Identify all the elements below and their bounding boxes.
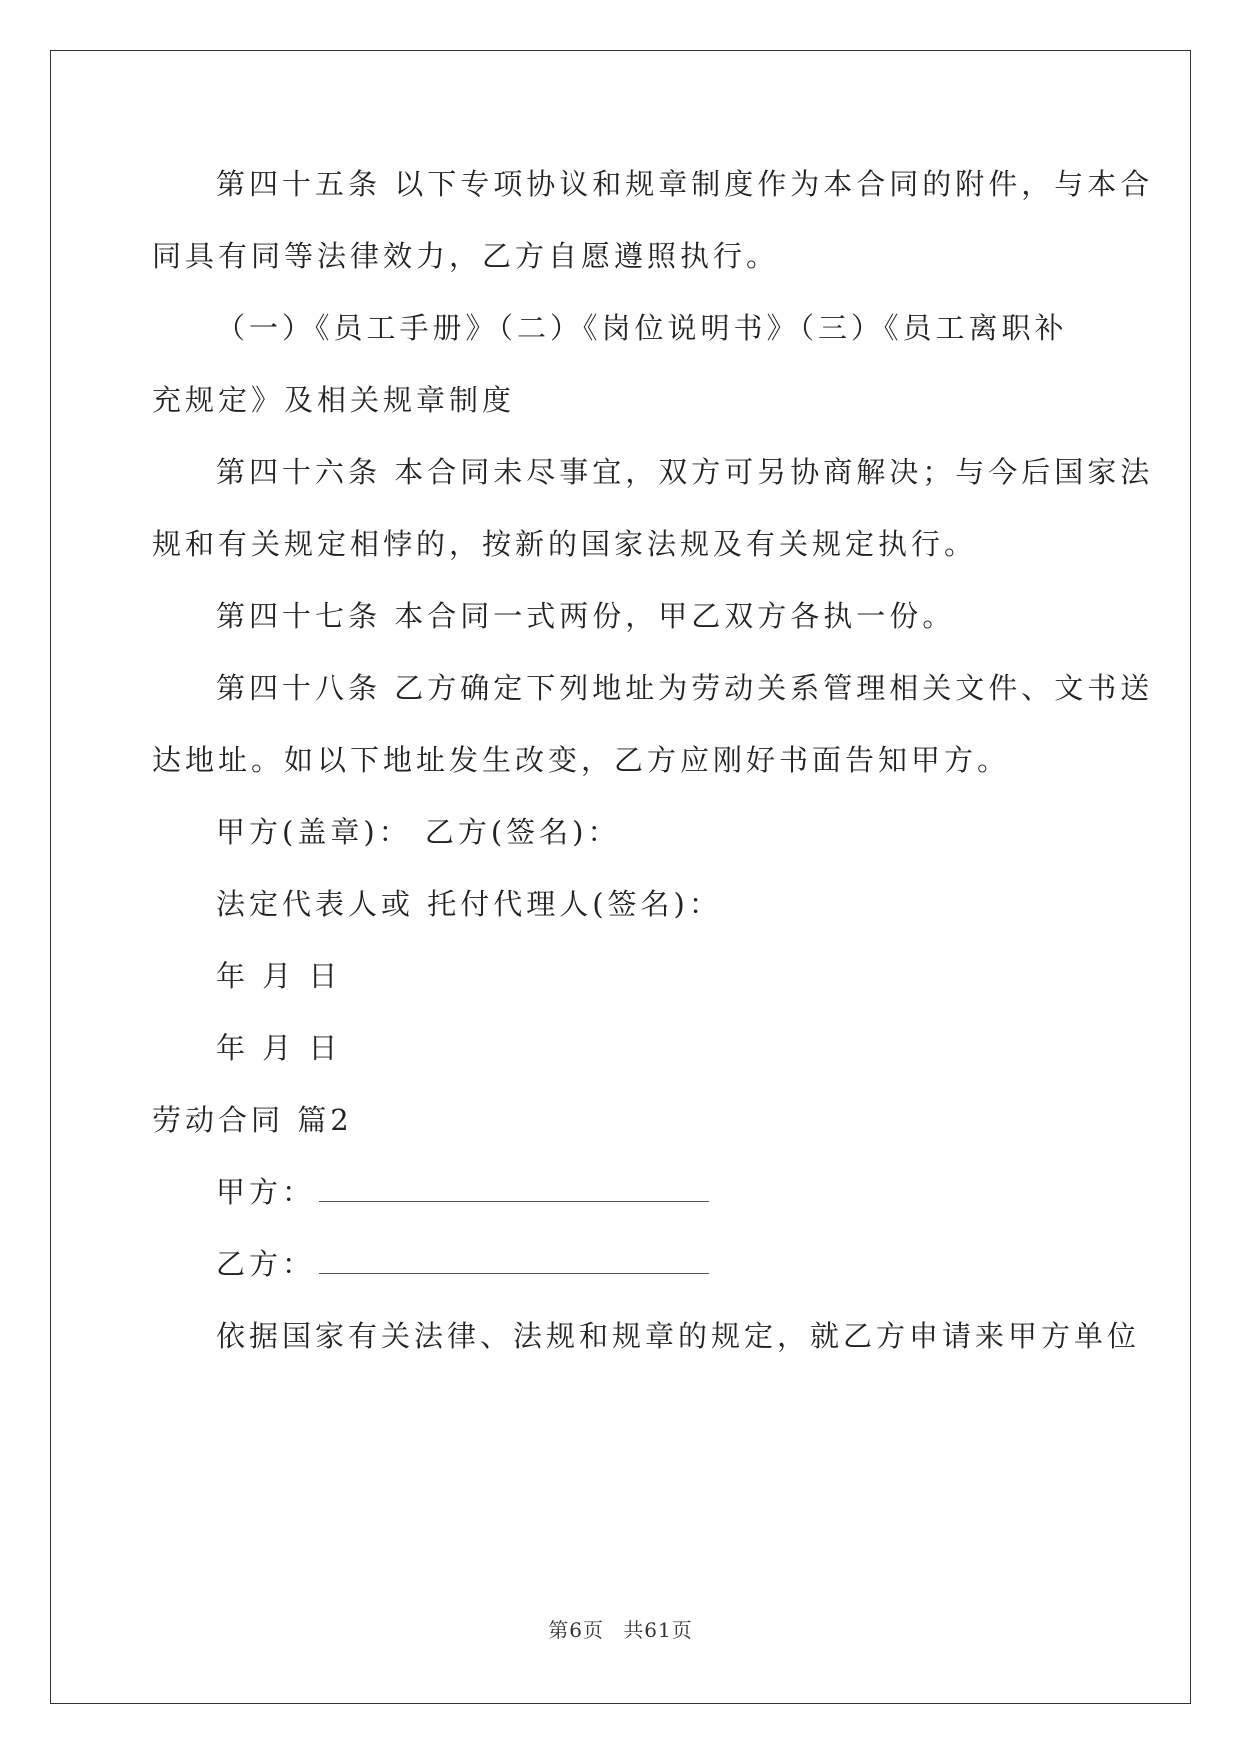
preamble-line-1: 依据国家有关法律、法规和规章的规定，就乙方申请来甲方单位	[216, 1319, 1141, 1353]
article-45-line-2: 同具有同等法律效力，乙方自愿遵照执行。	[152, 239, 780, 273]
article-47: 第四十七条 本合同一式两份，甲乙双方各执一份。	[216, 599, 956, 633]
article-46-line-2: 规和有关规定相悖的，按新的国家法规及有关规定执行。	[152, 527, 978, 561]
article-48-line-2: 达地址。如以下地址发生改变，乙方应刚好书面告知甲方。	[152, 743, 1011, 777]
page-footer	[0, 1614, 1241, 1643]
signature-representative: 法定代表人或 托付代理人(签名)：	[216, 887, 722, 921]
party-a-blank	[319, 1175, 709, 1202]
attachments-line-1: （一）《员工手册》（二）《岗位说明书》（三）《员工离职补	[216, 311, 1068, 345]
party-b-field	[216, 1244, 709, 1284]
article-46-line-1: 第四十六条 本合同未尽事宜，双方可另协商解决；与今后国家法	[216, 455, 1154, 489]
party-b-label: 乙方：	[216, 1247, 316, 1281]
party-b-blank	[319, 1247, 709, 1274]
signature-parties: 甲方(盖章)： 乙方(签名)：	[216, 815, 621, 849]
page-frame	[50, 50, 1191, 1704]
party-a-label: 甲方：	[216, 1175, 316, 1209]
page-number: 第6页	[548, 1618, 604, 1642]
party-a-field	[216, 1172, 709, 1212]
date-line-2: 年 月 日	[216, 1031, 342, 1065]
date-line-1: 年 月 日	[216, 959, 342, 993]
page-total: 共61页	[623, 1618, 693, 1642]
attachments-line-2: 充规定》及相关规章制度	[152, 383, 516, 417]
article-45-line-1: 第四十五条 以下专项协议和规章制度作为本合同的附件，与本合	[216, 167, 1154, 201]
section-heading: 劳动合同 篇2	[152, 1103, 353, 1137]
article-48-line-1: 第四十八条 乙方确定下列地址为劳动关系管理相关文件、文书送	[216, 671, 1154, 705]
